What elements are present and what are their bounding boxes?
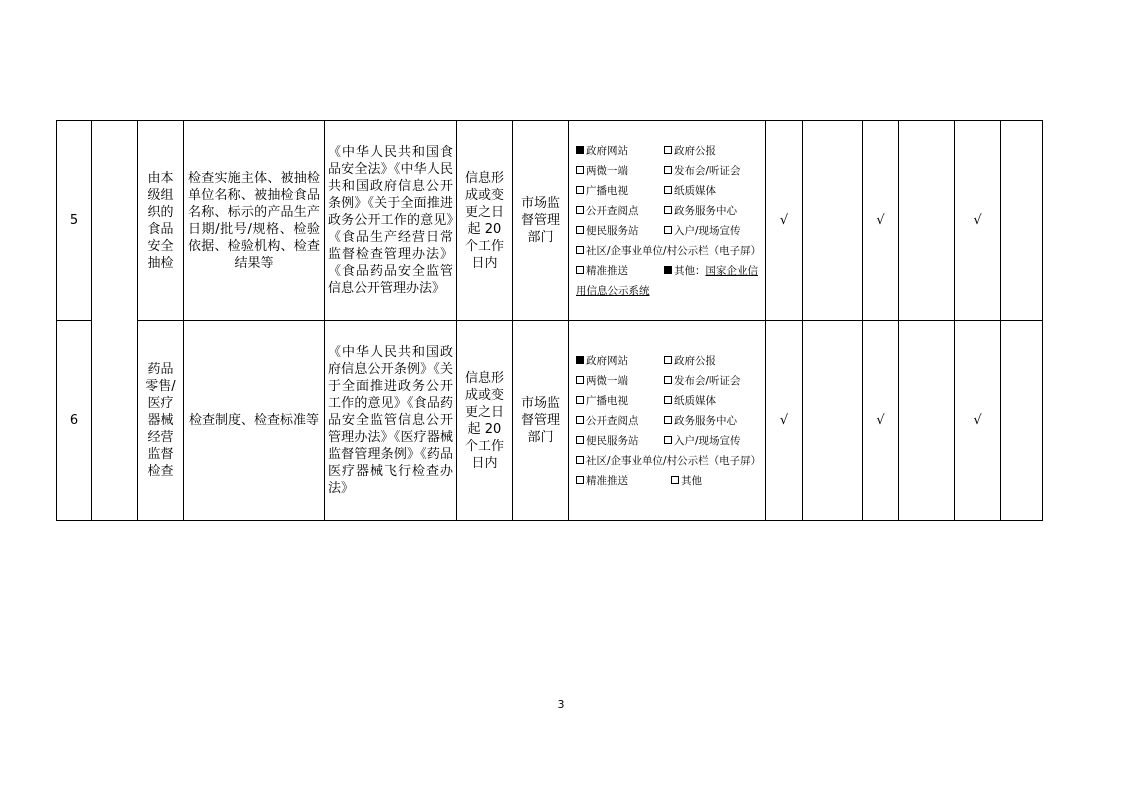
channel-option: 精准推送 <box>586 264 628 277</box>
item-name: 由本级组织的食品安全抽检 <box>147 170 174 271</box>
department: 市场监督管理部门 <box>520 196 560 245</box>
table-row <box>57 321 1043 521</box>
channels-cell <box>569 121 766 321</box>
channel-option: 公开查阅点 <box>586 204 639 217</box>
row-number: 5 <box>57 121 92 321</box>
channel-option: 其他 <box>681 474 702 487</box>
check-cell <box>899 321 955 521</box>
empty-box-icon <box>664 436 672 444</box>
row-number: 6 <box>57 321 92 521</box>
channel-option: 发布会/听证会 <box>674 374 741 387</box>
check-cell: √ <box>766 121 803 321</box>
empty-box-icon <box>576 266 584 274</box>
time-limit: 信息形成或变更之日起 20 个工作日内 <box>464 370 504 471</box>
check-cell <box>803 121 863 321</box>
empty-box-icon <box>576 456 584 464</box>
channel-option: 政府网站 <box>586 354 628 367</box>
check-cell <box>1001 121 1043 321</box>
disclosure-table <box>56 120 1043 521</box>
check-cell: √ <box>863 321 899 521</box>
check-cell: √ <box>955 121 1001 321</box>
checked-box-icon <box>576 146 584 154</box>
empty-box-icon <box>664 376 672 384</box>
channel-option: 政务服务中心 <box>674 414 737 427</box>
check-cell <box>899 121 955 321</box>
other-channel-detail-part1: 国家企业信 <box>705 264 758 277</box>
basis-cell <box>325 121 457 321</box>
other-channel-detail-part2: 用信息公示系统 <box>576 284 650 297</box>
empty-box-icon <box>576 186 584 194</box>
channel-option: 广播电视 <box>586 184 628 197</box>
channel-option: 广播电视 <box>586 394 628 407</box>
legal-basis: 《中华人民共和国食品安全法》《中华人民共和国政府信息公开条例》《关于全面推进政务公开工作的意见》《食品生产经营日常监督检查管理办法》《食品药品安全监管信息公开管理办法》 <box>328 145 453 296</box>
check-cell: √ <box>955 321 1001 521</box>
channel-option: 两微一端 <box>586 374 628 387</box>
empty-box-icon <box>664 396 672 404</box>
item-name-cell <box>138 121 184 321</box>
table-row <box>57 121 1043 321</box>
channel-list <box>569 137 765 305</box>
channel-option: 政府网站 <box>586 144 628 157</box>
check-cell: √ <box>766 321 803 521</box>
channel-option: 纸质媒体 <box>674 394 716 407</box>
empty-box-icon <box>576 476 584 484</box>
empty-box-icon <box>576 246 584 254</box>
legal-basis: 《中华人民共和国政府信息公开条例》《关于全面推进政务公开工作的意见》《食品药品安全监管信息公开管理办法》《医疗器械监督管理条例》《药品医疗器械飞行检查办法》 <box>328 345 453 496</box>
empty-box-icon <box>576 206 584 214</box>
department: 市场监督管理部门 <box>520 396 560 445</box>
channel-option: 政府公报 <box>674 354 716 367</box>
empty-box-icon <box>664 166 672 174</box>
channel-option: 便民服务站 <box>586 224 639 237</box>
channel-option: 便民服务站 <box>586 434 639 447</box>
disclosure-content: 检查实施主体、被抽检单位名称、被抽检食品名称、标示的产品生产日期/批号/规格、检验依据、检验机构、检查结果等 <box>188 170 320 271</box>
channel-option: 入户/现场宣传 <box>674 224 741 237</box>
dept-cell <box>513 321 569 521</box>
channel-option: 入户/现场宣传 <box>674 434 741 447</box>
basis-cell <box>325 321 457 521</box>
empty-box-icon <box>576 436 584 444</box>
empty-box-icon <box>576 396 584 404</box>
empty-box-icon <box>671 476 679 484</box>
channel-list <box>569 347 765 495</box>
item-name: 药品零售/医疗器械经营监督检查 <box>145 362 176 479</box>
empty-box-icon <box>664 356 672 364</box>
check-cell <box>1001 321 1043 521</box>
empty-box-icon <box>576 166 584 174</box>
check-cell <box>803 321 863 521</box>
item-name-cell <box>138 321 184 521</box>
channel-option: 发布会/听证会 <box>674 164 741 177</box>
channel-option: 两微一端 <box>586 164 628 177</box>
disclosure-content: 检查制度、检查标准等 <box>188 413 319 428</box>
content-cell <box>184 321 325 521</box>
dept-cell <box>513 121 569 321</box>
channel-option: 其他： <box>674 264 706 277</box>
empty-box-icon <box>576 376 584 384</box>
channel-option: 社区/企事业单位/村公示栏（电子屏） <box>586 244 762 257</box>
channel-option: 公开查阅点 <box>586 414 639 427</box>
channel-option: 政府公报 <box>674 144 716 157</box>
time-limit-cell <box>457 321 513 521</box>
channel-option: 纸质媒体 <box>674 184 716 197</box>
empty-box-icon <box>576 416 584 424</box>
channel-option: 政务服务中心 <box>674 204 737 217</box>
channel-option: 社区/企事业单位/村公示栏（电子屏） <box>586 454 762 467</box>
channel-option: 精准推送 <box>586 474 628 487</box>
time-limit-cell <box>457 121 513 321</box>
empty-box-icon <box>664 186 672 194</box>
empty-box-icon <box>576 226 584 234</box>
empty-box-icon <box>664 146 672 154</box>
empty-box-icon <box>664 416 672 424</box>
page-number: 3 <box>557 698 565 711</box>
empty-box-icon <box>664 226 672 234</box>
content-cell <box>184 121 325 321</box>
category-cell-merged <box>92 121 138 521</box>
checked-box-icon <box>576 356 584 364</box>
check-cell: √ <box>863 121 899 321</box>
channels-cell <box>569 321 766 521</box>
time-limit: 信息形成或变更之日起 20 个工作日内 <box>464 170 504 271</box>
empty-box-icon <box>664 206 672 214</box>
checked-box-icon <box>664 266 672 274</box>
